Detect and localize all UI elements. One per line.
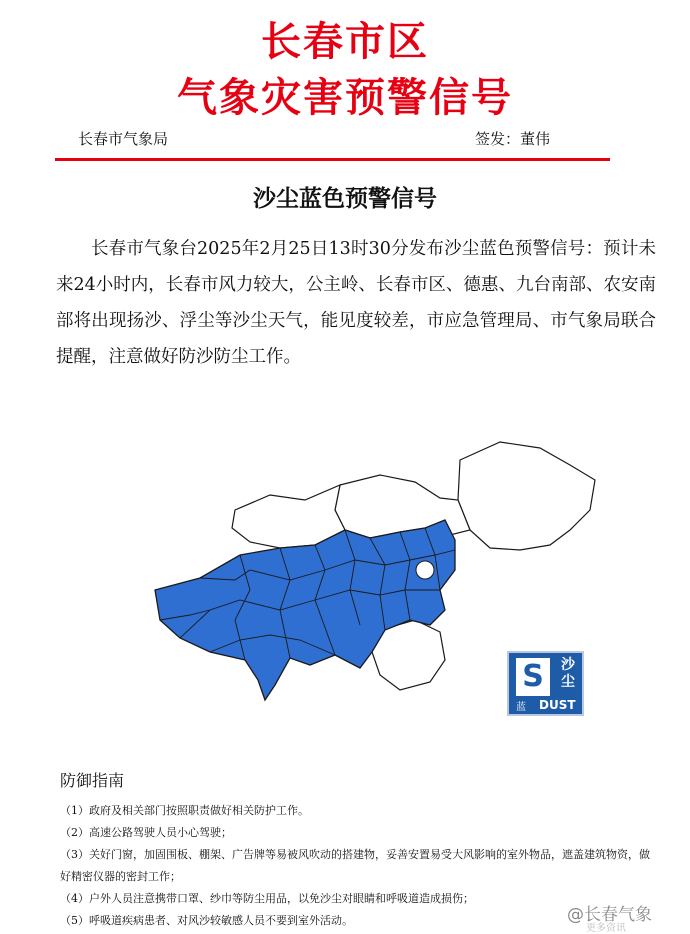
badge-chinese-label: [557, 657, 579, 691]
signal-title: 沙尘蓝色预警信号: [253, 186, 437, 212]
red-divider: [55, 158, 610, 161]
map-region-northeast: [458, 442, 595, 550]
badge-cn-line1: 沙: [561, 657, 575, 673]
guide-item: （1）政府及相关部门按照职责做好相关防护工作。: [60, 804, 309, 817]
badge-english-label: DUST: [539, 698, 576, 712]
badge-level-char: 蓝: [516, 702, 526, 713]
signer: 签发：董伟: [474, 130, 550, 148]
signal-body: 长春市气象台2025年2月25日13时30分发布沙尘蓝色预警信号：预计未来24小时内，长春市风力较大，公主岭、长春市区、德惠、九台南部、农安南部将出现扬沙、浮尘等沙尘天气，能见度较差，市应急管理局、市气象局联合提醒，注意做好防沙防尘工作。: [56, 239, 656, 367]
header-title-line2: 气象灾害预警信号: [177, 75, 513, 121]
map-white-enclave: [416, 561, 434, 579]
guide-item: （2）高速公路驾驶人员小心驾驶；: [60, 826, 232, 839]
badge-letter: S: [516, 658, 550, 696]
guide-item: （3）关好门窗，加固围板、棚架、广告牌等易被风吹动的搭建物，妥善安置易受大风影响的室外物品，遮盖建筑物资，做好精密仪器的密封工作；: [60, 848, 650, 883]
guide-item: （5）呼吸道疾病患者、对风沙较敏感人员不要到室外活动。: [60, 914, 353, 927]
issuer: 长春市气象局: [78, 130, 169, 148]
weibo-watermark: @长春气象: [567, 905, 652, 925]
header-title-line1: 长春市区: [261, 19, 429, 65]
badge-cn-line2: 尘: [561, 674, 575, 690]
guide-item: （4）户外人员注意携带口罩、纱巾等防尘用品，以免沙尘对眼睛和呼吸道造成损伤；: [60, 892, 474, 905]
watermark-sub: 更多资讯: [586, 923, 626, 934]
guide-title: 防御指南: [60, 771, 125, 790]
dust-blue-warning-badge: [507, 651, 584, 716]
